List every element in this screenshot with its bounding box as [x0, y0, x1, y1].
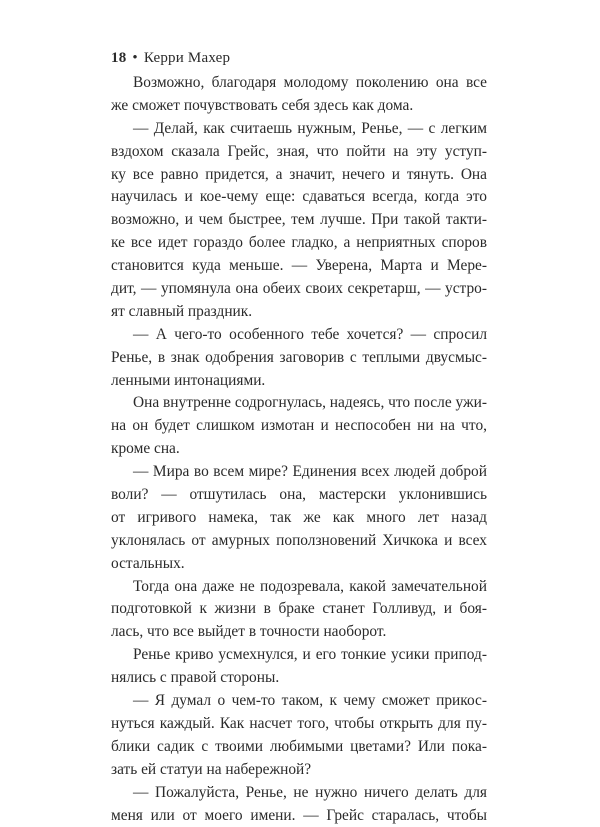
text-line: воли? — отшутилась она, мастерски уклонившись [111, 484, 487, 507]
text-line: Ренье, в знак одобрения заговорив с теплыми двусмыс- [111, 347, 487, 370]
text-line: зать ей статуи на набережной? [111, 759, 487, 782]
text-line: — Пожалуйста, Ренье, не нужно ничего делать для [111, 782, 487, 805]
text-line: подготовкой к жизни в браке станет Голливуд, и боя- [111, 598, 487, 621]
text-line: нуться каждый. Как насчет того, чтобы открыть для пу- [111, 713, 487, 736]
text-line: — Я думал о чем-то таком, к чему сможет прикос- [111, 690, 487, 713]
author-name: Керри Махер [144, 50, 230, 66]
text-line: остальных. [111, 553, 487, 576]
text-line: от игривого намека, так же как много лет назад [111, 507, 487, 530]
header-separator: • [132, 50, 137, 66]
body-text [111, 72, 487, 827]
text-line: — Мира во всем мире? Единения всех людей доброй [111, 461, 487, 484]
page-number: 18 [111, 50, 126, 66]
text-line: возможно, и чем быстрее, тем лучше. При такой такти- [111, 209, 487, 232]
text-line: блики садик с твоими любимыми цветами? Или пока- [111, 736, 487, 759]
text-line: лась, что все выйдет в точности наоборот. [111, 621, 487, 644]
text-line: дит, — упомянула она обеих своих секретарш, — устро- [111, 278, 487, 301]
text-line: научилась и кое-чему еще: сдаваться всегда, когда это [111, 186, 487, 209]
text-line: ят славный праздник. [111, 301, 487, 324]
text-line: ке все идет гораздо более гладко, а неприятных споров [111, 232, 487, 255]
text-line: Возможно, благодаря молодому поколению она все [111, 72, 487, 95]
text-line: Она внутренне содрогнулась, надеясь, что после ужи- [111, 392, 487, 415]
text-line: ку все равно придется, а значит, нечего и тянуть. Она [111, 164, 487, 187]
text-line: нялись с правой стороны. [111, 667, 487, 690]
text-line: же сможет почувствовать себя здесь как дома. [111, 95, 487, 118]
text-line: уклонялась от амурных поползновений Хичкока и всех [111, 530, 487, 553]
text-line: вздохом сказала Грейс, зная, что пойти на эту уступ- [111, 141, 487, 164]
text-line: Ренье криво усмехнулся, и его тонкие усики припод- [111, 644, 487, 667]
text-line: на он будет слишком измотан и неспособен ни на что, [111, 415, 487, 438]
text-line: ленными интонациями. [111, 370, 487, 393]
text-line: меня или от моего имени. — Грейс старалась, чтобы [111, 805, 487, 827]
text-line: — Делай, как считаешь нужным, Ренье, — с легким [111, 118, 487, 141]
running-head [111, 49, 230, 67]
text-line: Тогда она даже не подозревала, какой замечательной [111, 576, 487, 599]
text-line: кроме сна. [111, 438, 487, 461]
text-line: — А чего-то особенного тебе хочется? — спросил [111, 324, 487, 347]
text-line: становится куда меньше. — Уверена, Марта и Мере- [111, 255, 487, 278]
